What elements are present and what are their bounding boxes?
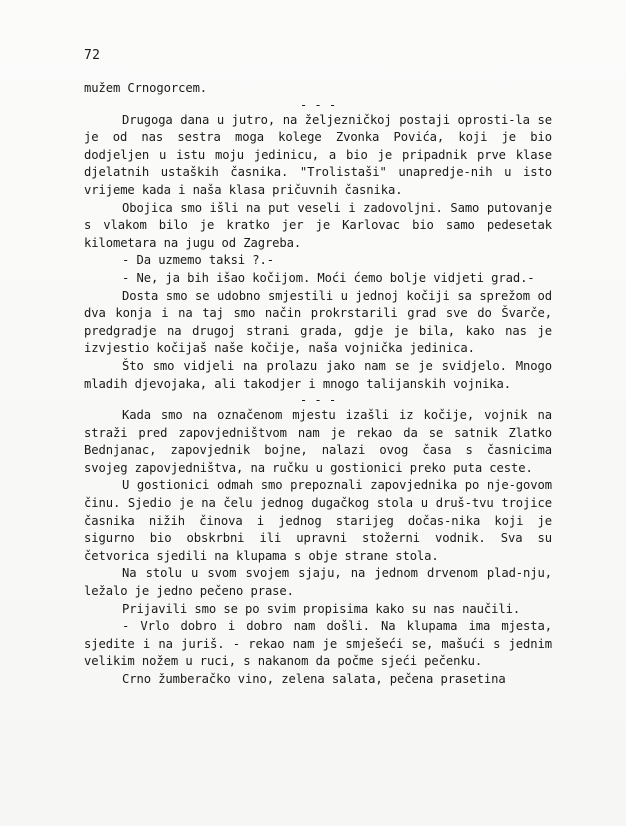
paragraph: Kada smo na označenom mjestu izašli iz kočije, vojnik na straži pred zapovjedništvom nam je rekao da se satnik Zlatko Bednjanac, zapovjednik bojne, nalazi ovog časa s časnicima svojeg zapovjedništva, na ručku u gostionici preko puta ceste. — [84, 408, 552, 475]
paragraph: Na stolu u svom svojem sjaju, na jednom drvenom plad-nju, ležalo je jedno pečeno prase. — [84, 566, 552, 599]
paragraph: - Vrlo dobro i dobro nam došli. Na klupama ima mjesta, sjedite i na juriš. - rekao nam je smješeći se, mašući s jednim velikim nožem u ruci, s nakanom da počme sjeći pečenku. — [84, 619, 552, 669]
paragraph: Crno žumberačko vino, zelena salata, pečena prasetina — [122, 672, 506, 686]
paragraph: Prijavili smo se po svim propisima kako su nas naučili. — [122, 601, 521, 616]
paragraph: - Ne, ja bih išao kočijom. Moći ćemo bolje vidjeti grad.- — [122, 270, 535, 285]
paragraph: Što smo vidjeli na prolazu jako nam se je svidjelo. Mnogo mladih djevojaka, ali takodjer i mnogo talijanskih vojnika. — [84, 358, 552, 391]
paragraph: Dosta smo se udobno smjestili u jednoj kočiji sa sprežom od dva konja i na taj smo način prokrstarili grad sve do Švarče, predgradje na drugoj strani grada, gdje je bila, kako nas je izvjestio kočijaš naše kočije, naša vojnička jedinica. — [84, 288, 552, 356]
paragraph: U gostionici odmah smo prepoznali zapovjednika po nje-govom činu. Sjedio je na čelu jednog dugačkog stola u druš-tvu trojice časnika nižih činova i jednog starijeg dočas-nika koji je sigurno bio obskrbni ili upravni stožerni vodnik. Sva su četvorica sjedili na klupama s obje strane stola. — [84, 478, 552, 563]
paragraph: - Da uzmemo taksi ?.- — [122, 253, 274, 268]
body-text — [84, 80, 552, 689]
paragraph: Obojica smo išli na put veseli i zadovoljni. Samo putovanje s vlakom bilo je kratko jer je Karlovac bio samo pedesetak kilometara na jugu od Zagreba. — [84, 200, 552, 250]
section-separator: - - - — [299, 393, 337, 408]
section-separator: - - - — [299, 97, 337, 112]
paragraph: Drugoga dana u jutro, na željezničkoj postaji oprosti-la se je od nas sestra moga kolege Zvonka Povića, koji je bio dodjeljen u istu moju jedinicu, a bio je pripadnik prve klase djelatnih ustaških časnika. "Trolistaši" unapredje-nih u isto vrijeme kada i naša klasa pričuvnih časnika. — [84, 112, 552, 197]
paragraph: mužem Crnogorcem. — [84, 81, 208, 95]
page-number: 72 — [84, 48, 101, 63]
